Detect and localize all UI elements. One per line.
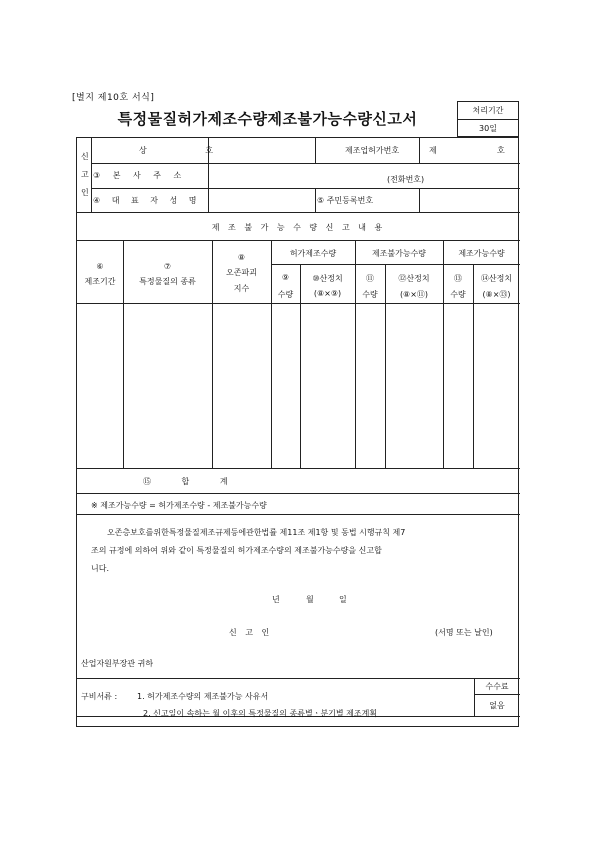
signature-or-seal-label: (서명 또는 날인) — [435, 628, 493, 637]
substance-type-col-number: ⑦ — [163, 262, 172, 271]
declaration-line-2: 조의 규정에 의하여 위와 같이 특정물질의 허가제조수량의 제조불가능수량을 신고합 — [91, 546, 382, 555]
processing-period-label: 처리기간 — [458, 102, 518, 120]
substance-type-col-header: 특정물질의 종류 — [139, 277, 196, 286]
fee-label: 수수료 — [485, 682, 509, 691]
row-divider — [77, 493, 520, 494]
processing-period-box — [457, 101, 519, 137]
form-title: 특정물질허가제조수량제조불가능수량신고서 — [117, 110, 418, 128]
odp-col-number: ⑧ — [237, 253, 246, 262]
permitted-quantity-group-header: 허가제조수량 — [289, 249, 337, 258]
qty13-header: 수량 — [450, 290, 466, 299]
declaration-line-1: 오존층보호를위한특정물질제조규제등에관한법률 제11조 제1항 및 동법 시행규칙 제7 — [107, 528, 406, 537]
qty13-number: ⑬ — [454, 274, 462, 283]
reporter-section-label-3: 인 — [81, 188, 89, 197]
report-content-title: 제 조 불 가 능 수 량 신 고 내 용 — [211, 223, 386, 232]
row-divider — [91, 188, 520, 189]
calc10-header-line1: ⑩산정치 — [312, 274, 343, 283]
row-divider — [77, 514, 520, 515]
resident-number-label: ⑤ 주민등록번호 — [317, 196, 374, 205]
row-divider — [77, 468, 520, 469]
calc12-header-line2: (⑧×⑪) — [399, 290, 429, 299]
reporter-column-divider — [91, 138, 92, 212]
reporter-section-label-2: 고 — [81, 170, 89, 179]
form-number-label: [별지 제10호 서식] — [72, 93, 155, 103]
date-day-label: 일 — [339, 595, 347, 604]
period-col-number: ⑥ — [96, 262, 104, 271]
permit-number-prefix: 제 — [429, 146, 437, 155]
odp-col-header-line1: 오존파괴 — [226, 268, 257, 277]
row-divider — [91, 163, 520, 164]
cell-divider — [315, 188, 316, 212]
date-month-label: 월 — [306, 595, 314, 604]
declaration-line-3: 니다. — [91, 564, 109, 573]
permit-number-label: 제조업허가번호 — [345, 146, 400, 155]
row-divider — [77, 212, 520, 213]
cell-divider — [419, 188, 420, 212]
calc10-header-line2: (⑧×⑨) — [313, 289, 342, 298]
report-form — [76, 137, 519, 727]
calc12-header-line1: ⑫산정치 — [398, 274, 430, 283]
reporter-signature-label: 신 고 인 — [229, 628, 273, 637]
qty11-number: ⑪ — [366, 274, 374, 283]
fee-value: 없음 — [489, 701, 505, 710]
calc14-header-line1: ⑭산정치 — [480, 274, 513, 283]
date-year-label: 년 — [272, 595, 280, 604]
required-document-1: 1. 허가제조수량의 제조불가능 사유서 — [137, 692, 269, 701]
qty9-number: ⑨ — [281, 273, 290, 282]
representative-name-label: ④ 대 표 자 성 명 — [93, 196, 202, 205]
trade-name-label: 상 호 — [139, 146, 241, 155]
required-documents-heading: 구비서류 : — [81, 692, 118, 701]
permit-number-suffix: 호 — [497, 146, 505, 155]
cell-divider — [208, 188, 209, 212]
total-label: ⑮ 합 계 — [143, 477, 242, 486]
cell-divider — [208, 163, 209, 188]
cell-divider — [315, 138, 316, 163]
impossible-quantity-group-header: 제조불가능수량 — [371, 249, 427, 258]
qty11-header: 수량 — [362, 290, 378, 299]
row-divider — [77, 678, 520, 679]
fee-row-divider — [474, 694, 520, 695]
cell-divider — [419, 138, 420, 163]
phone-number-label: (전화번호) — [387, 175, 425, 184]
qty9-header: 수량 — [277, 290, 294, 299]
head-office-address-label: ③ 본 사 주 소 — [93, 171, 187, 180]
row-divider — [77, 240, 520, 241]
col-divider — [123, 240, 124, 468]
odp-col-header-line2: 지수 — [233, 284, 250, 293]
recipient-label: 산업자원부장관 귀하 — [81, 659, 154, 668]
calculation-note: ※ 제조가능수량 = 허가제조수량 - 제조불가능수량 — [91, 501, 267, 510]
required-document-2: 2. 신고일이 속하는 월 이후의 특정물질의 종류별ㆍ분기별 제조계획 — [143, 709, 378, 718]
possible-quantity-group-header: 제조가능수량 — [458, 249, 505, 258]
row-divider — [271, 264, 520, 265]
reporter-section-label-1: 신 — [81, 152, 89, 161]
period-col-header: 제조기간 — [84, 277, 116, 286]
processing-period-value: 30일 — [479, 124, 497, 133]
row-divider — [77, 303, 520, 304]
calc14-header-line2: (⑧×⑬) — [482, 290, 511, 299]
